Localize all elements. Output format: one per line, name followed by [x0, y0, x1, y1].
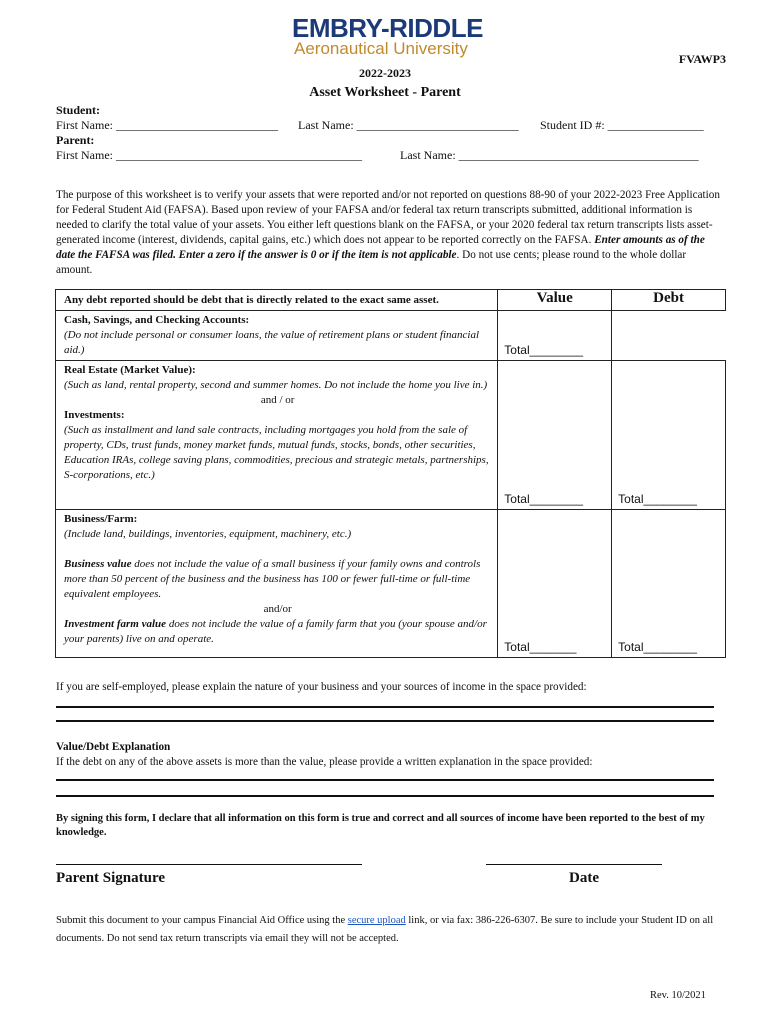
- student-id-field[interactable]: Student ID #: ________________: [540, 118, 704, 132]
- value-column-header: Value: [498, 290, 612, 311]
- self-employed-answer-line-1[interactable]: [56, 706, 714, 708]
- parent-signature-label: Parent Signature: [56, 870, 166, 886]
- university-logo-subtitle: Aeronautical University: [294, 39, 468, 58]
- parent-signature-line[interactable]: [56, 864, 362, 865]
- intro-paragraph: The purpose of this worksheet is to verify your assets that were reported and/or not reported on questions 88-90 of your 2022-2023 Free Application for Federal Student Aid (FAFSA). Based upon review of your FAFSA and/or federal tax return transcripts submitted, additional information is needed to clarify the total value of your assets. You either left questions blank on the FAFSA, or your 2020 federal tax return transcripts lists asset-generated income (interest, dividends, capital gains, etc.) which does not appear to be reported correctly on the FAFSA. Enter amounts as of the date the FAFSA was filed. Enter a zero if the answer is 0 or if the item is not applicable. Do not use cents; please round to the whole dollar amount.: [56, 189, 720, 276]
- parent-label: Parent:: [56, 133, 95, 147]
- investments-value-cell[interactable]: Total________: [498, 361, 612, 510]
- self-employed-prompt: If you are self-employed, please explain the nature of your business and your sources of income in the space provided:: [56, 681, 587, 693]
- business-farm-description: Business/Farm: (Include land, buildings, inventories, equipment, machinery, etc.) Business value does not include the value of a small business if your family owns and controls more than 50 percent of the business and the business has 100 or fewer full-time or full-time equivalent employees. and/or Investment farm value does not include the value of a family farm that you (your spouse and/or your parents) live on and operate.: [56, 510, 498, 658]
- declaration-text: By signing this form, I declare that all information on this form is true and correct and all sources of income have been reported to the best of my knowledge.: [56, 813, 705, 838]
- explanation-title: Value/Debt Explanation: [56, 741, 171, 753]
- debt-note-header: Any debt reported should be debt that is directly related to the exact same asset.: [56, 290, 498, 311]
- student-label: Student:: [56, 103, 101, 117]
- cash-value-cell[interactable]: Total________: [498, 311, 612, 361]
- date-label: Date: [569, 870, 599, 886]
- explanation-answer-line-1[interactable]: [56, 779, 714, 781]
- parent-last-name-field[interactable]: Last Name: ________________________________________: [400, 148, 699, 162]
- debt-column-header: Debt: [612, 290, 726, 311]
- award-year: 2022-2023: [359, 66, 411, 80]
- date-line[interactable]: [486, 864, 662, 865]
- university-logo-wordmark: EMBRY-RIDDLE: [292, 13, 483, 43]
- table-row-cash: [56, 311, 726, 361]
- table-row-business-farm: [56, 510, 726, 658]
- revision-date: Rev. 10/2021: [650, 990, 706, 1001]
- explanation-prompt: If the debt on any of the above assets is more than the value, please provide a written explanation in the space provided:: [56, 756, 593, 768]
- student-first-name-field[interactable]: First Name: ___________________________: [56, 118, 278, 132]
- cash-description: Cash, Savings, and Checking Accounts: (Do not include personal or consumer loans, the value of retirement plans or student financial aid.): [56, 311, 498, 361]
- cash-debt-empty: [612, 311, 726, 361]
- table-row-real-estate-investments: [56, 361, 726, 510]
- document-title: Asset Worksheet - Parent: [309, 85, 461, 100]
- real-estate-investments-description: Real Estate (Market Value): (Such as land, rental property, second and summer homes. Do not include the home you live in.) and / or Investments: (Such as installment and land sale contracts, including mortgages you hold from the sale of property, CDs, trust funds, money market funds, mutual funds, stocks, bonds, other securities, Education IRAs, college saving plans, commodities, precious and strategic metals, partnerships, S-corporations, etc.): [56, 361, 498, 510]
- self-employed-answer-line-2[interactable]: [56, 720, 714, 722]
- business-value-cell[interactable]: Total_______: [498, 510, 612, 658]
- parent-first-name-field[interactable]: First Name: _________________________________________: [56, 148, 362, 162]
- table-header-row: [56, 290, 726, 311]
- investments-debt-cell[interactable]: Total________: [612, 361, 726, 510]
- student-last-name-field[interactable]: Last Name: ___________________________: [298, 118, 519, 132]
- submission-instructions: Submit this document to your campus Financial Aid Office using the secure upload link, or via fax: 386-226-6307. Be sure to include your Student ID on all documents. Do not send tax return transcripts via email they will not be accepted.: [56, 915, 714, 944]
- asset-table: [55, 289, 726, 658]
- business-debt-cell[interactable]: Total________: [612, 510, 726, 658]
- form-code: FVAWP3: [678, 52, 726, 66]
- secure-upload-link[interactable]: secure upload: [347, 915, 406, 926]
- explanation-answer-line-2[interactable]: [56, 795, 714, 797]
